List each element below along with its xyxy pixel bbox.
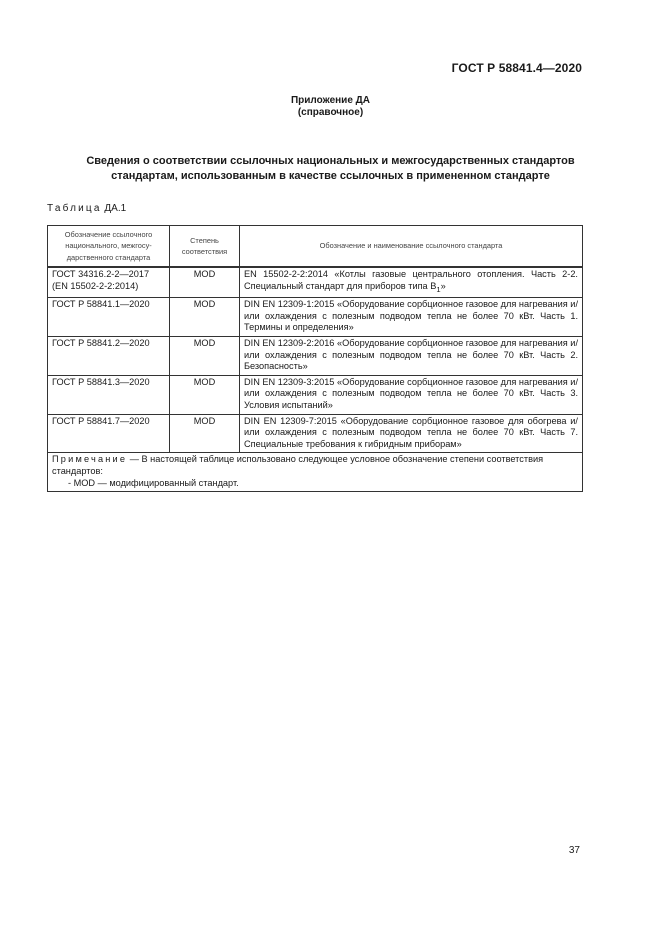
table-label bbox=[47, 203, 126, 214]
header-degree: Степень соответствия bbox=[170, 226, 240, 268]
annex-heading bbox=[0, 95, 661, 119]
section-title bbox=[40, 154, 621, 184]
cell-degree: MOD bbox=[170, 337, 240, 376]
table-note bbox=[48, 453, 583, 492]
reference-standards-table bbox=[47, 225, 583, 492]
cell-standard: ГОСТ Р 58841.1—2020 bbox=[48, 298, 170, 337]
cell-standard: ГОСТ Р 58841.7—2020 bbox=[48, 414, 170, 453]
header-national-standard: Обозначение ссылочного национального, межгосу- дарственного стандарта bbox=[48, 226, 170, 268]
section-title-line-1: Сведения о соответствии ссылочных национальных и межгосударственных стандартов bbox=[86, 155, 575, 167]
cell-degree: MOD bbox=[170, 267, 240, 298]
table-row bbox=[48, 375, 583, 414]
cell-description: DIN EN 12309-7:2015 «Оборудование сорбционное газовое для обогрева и/или охлаждения с полезным подводом тепла не более 70 кВт. Часть 7. Специальные требования к гибридным приборам» bbox=[240, 414, 583, 453]
table-label-word: Таблица bbox=[47, 203, 102, 214]
cell-standard: ГОСТ Р 58841.2—2020 bbox=[48, 337, 170, 376]
note-item: - MOD — модифицированный стандарт. bbox=[68, 477, 239, 488]
table-note-row bbox=[48, 453, 583, 492]
annex-title: Приложение ДА bbox=[290, 95, 371, 106]
document-code: ГОСТ Р 58841.4—2020 bbox=[451, 61, 582, 75]
cell-standard: ГОСТ Р 58841.3—2020 bbox=[48, 375, 170, 414]
note-label: Примечание bbox=[52, 454, 128, 465]
annex-subtitle: (справочное) bbox=[297, 107, 364, 118]
table-row bbox=[48, 414, 583, 453]
note-text: — В настоящей таблице использовано следующее условное обозначение степени соответствия стандартов: bbox=[52, 454, 544, 476]
cell-degree: MOD bbox=[170, 375, 240, 414]
header-reference-name: Обозначение и наименование ссылочного стандарта bbox=[240, 226, 583, 268]
section-title-line-2: стандартам, использованным в качестве ссылочных в примененном стандарте bbox=[111, 170, 550, 182]
table-header-row bbox=[48, 226, 583, 268]
cell-degree: MOD bbox=[170, 298, 240, 337]
cell-description: DIN EN 12309-1:2015 «Оборудование сорбционное газовое для нагревания и/или охлаждения с полезным подводом тепла не более 70 кВт. Часть 1. Термины и определения» bbox=[240, 298, 583, 337]
table-row bbox=[48, 267, 583, 298]
page-number: 37 bbox=[568, 845, 580, 856]
cell-description: EN 15502-2-2:2014 «Котлы газовые центрального отопления. Часть 2-2. Специальный стандарт для приборов типа $B_1$» bbox=[240, 267, 583, 298]
table-row bbox=[48, 337, 583, 376]
table-row bbox=[48, 298, 583, 337]
cell-description: DIN EN 12309-2:2016 «Оборудование сорбционное газовое для нагревания и/или охлаждения с полезным подводом тепла не более 70 кВт. Часть 2. Безопасность» bbox=[240, 337, 583, 376]
cell-degree: MOD bbox=[170, 414, 240, 453]
cell-description: DIN EN 12309-3:2015 «Оборудование сорбционное газовое для нагревания и/или охлаждения с полезным подводом тепла не более 70 кВт. Часть 3. Условия испытаний» bbox=[240, 375, 583, 414]
cell-standard: ГОСТ 34316.2-2—2017 (EN 15502-2-2:2014) bbox=[48, 267, 170, 298]
table-label-id: ДА.1 bbox=[104, 203, 127, 214]
